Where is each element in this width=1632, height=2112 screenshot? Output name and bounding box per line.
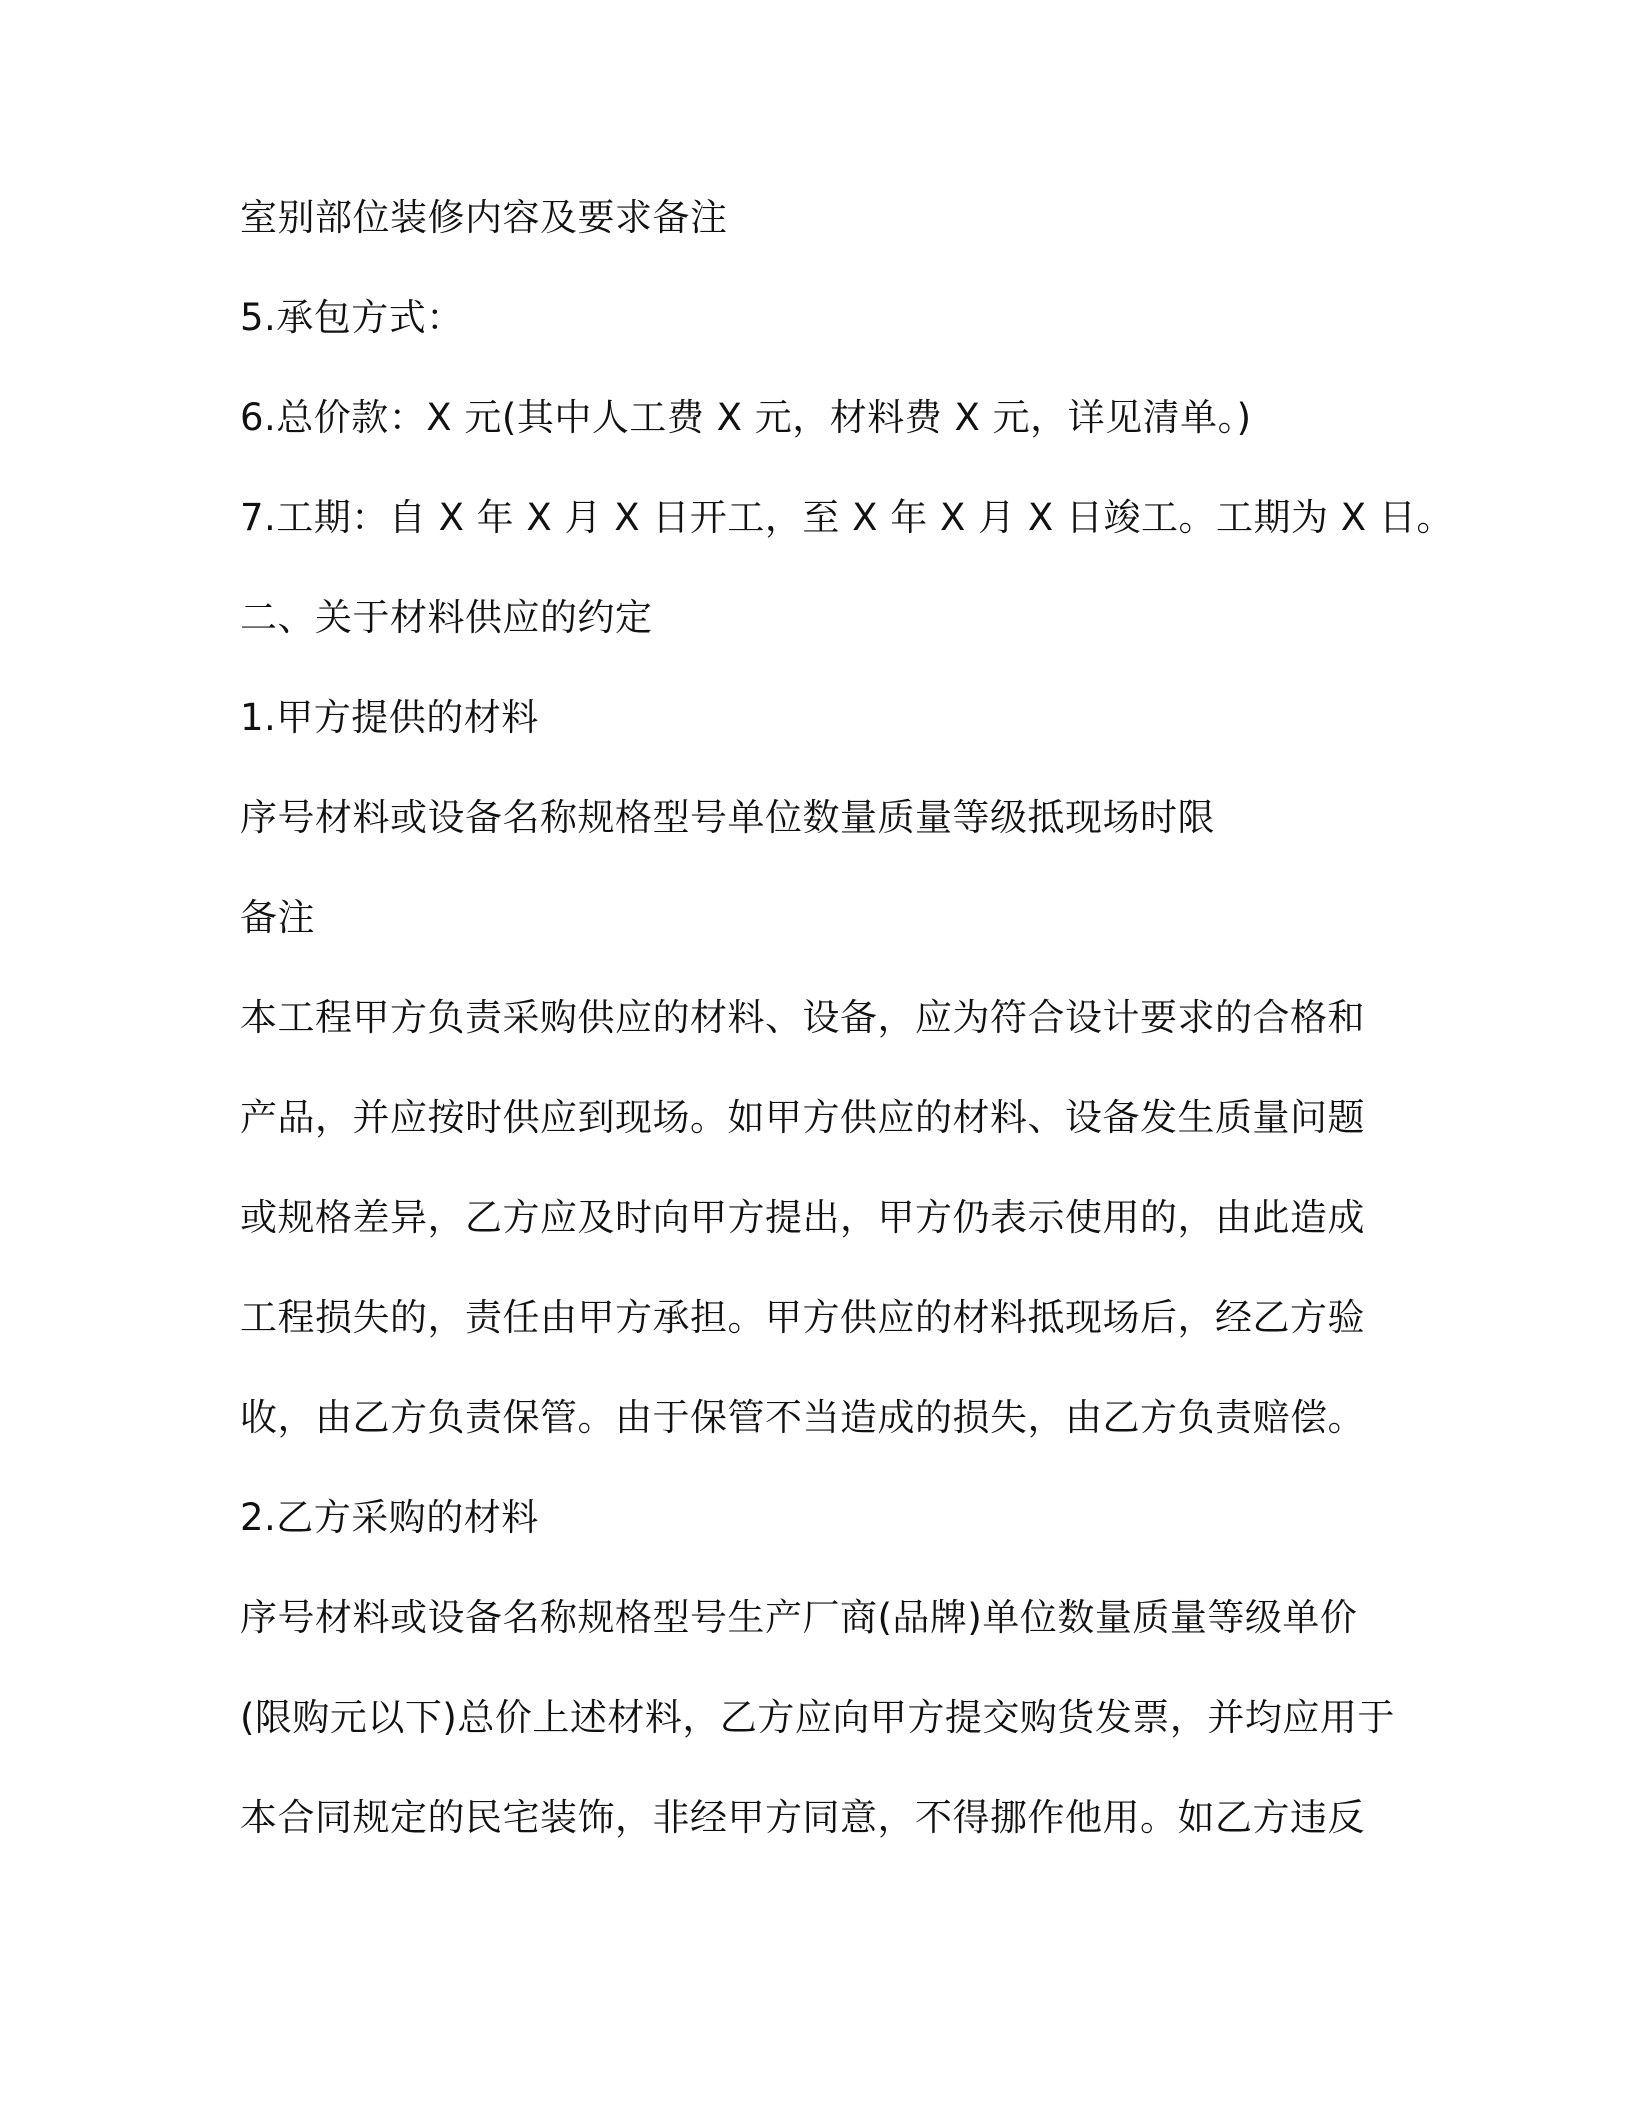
- text-line-construction-period: 7.工期：自 X 年 X 月 X 日开工，至 X 年 X 月 X 日竣工。工期为 X 日。: [240, 496, 1454, 539]
- paragraph-line-3: 或规格差异，乙方应及时向甲方提出，甲方仍表示使用的，由此造成: [240, 1196, 1365, 1239]
- text-line-contract-method: 5.承包方式：: [240, 296, 464, 339]
- text-line-party-b-table-header: 序号材料或设备名称规格型号生产厂商(品牌)单位数量质量等级单价: [240, 1596, 1358, 1639]
- paragraph-line-5: 收，由乙方负责保管。由于保管不当造成的损失，由乙方负责赔偿。: [240, 1396, 1365, 1439]
- paragraph-line-6: (限购元以下)总价上述材料，乙方应向甲方提交购货发票，并均应用于: [240, 1696, 1395, 1739]
- subheading-party-b-materials: 2.乙方采购的材料: [240, 1496, 539, 1539]
- paragraph-line-1: 本工程甲方负责采购供应的材料、设备，应为符合设计要求的合格和: [240, 996, 1365, 1039]
- paragraph-line-2: 产品，并应按时供应到现场。如甲方供应的材料、设备发生质量问题: [240, 1096, 1365, 1139]
- paragraph-line-4: 工程损失的，责任由甲方承担。甲方供应的材料抵现场后，经乙方验: [240, 1296, 1365, 1339]
- subheading-party-a-materials: 1.甲方提供的材料: [240, 696, 539, 739]
- text-line-total-price: 6.总价款：X 元(其中人工费 X 元，材料费 X 元，详见清单。): [240, 396, 1252, 439]
- text-line-remarks: 备注: [240, 896, 315, 939]
- text-line-party-a-table-header: 序号材料或设备名称规格型号单位数量质量等级抵现场时限: [240, 796, 1215, 839]
- section-heading-material-supply: 二、关于材料供应的约定: [240, 596, 653, 639]
- paragraph-line-7: 本合同规定的民宅装饰，非经甲方同意，不得挪作他用。如乙方违反: [240, 1796, 1365, 1839]
- text-line-room-items: 室别部位装修内容及要求备注: [240, 196, 728, 239]
